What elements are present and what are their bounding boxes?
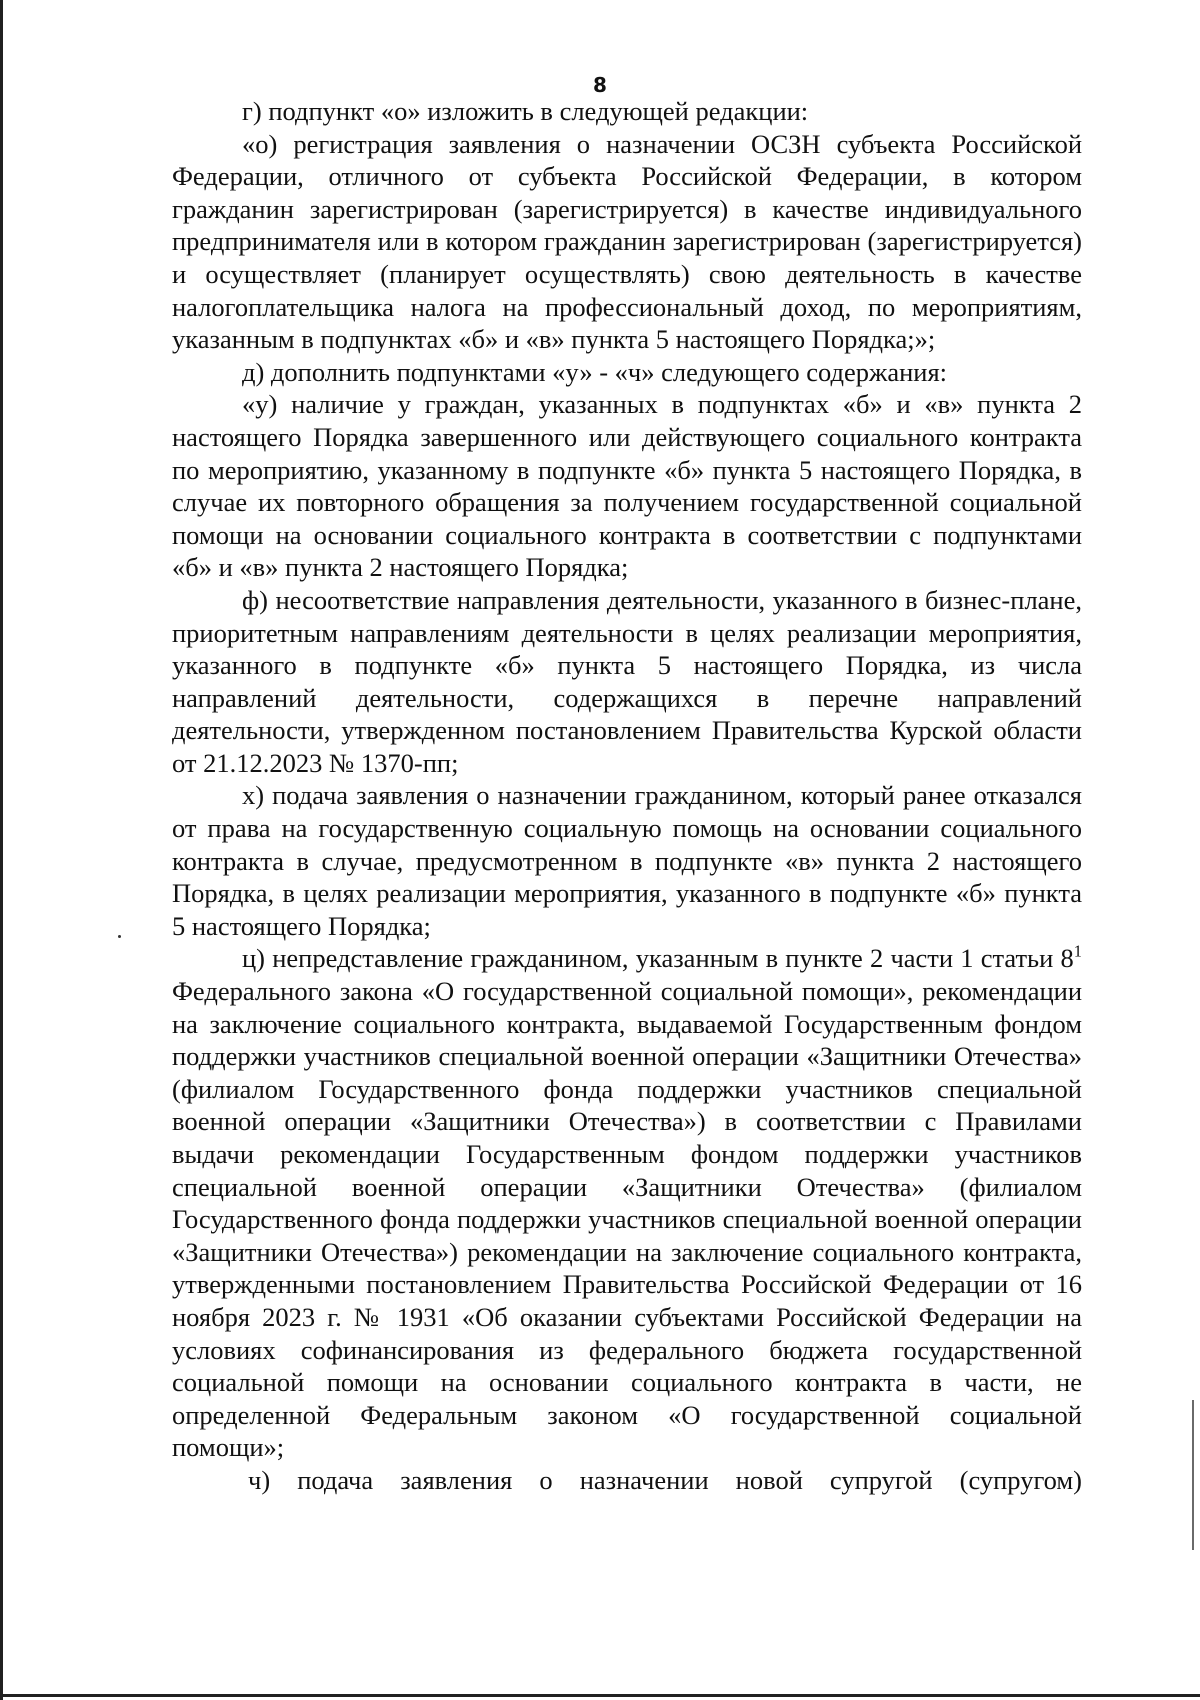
scan-edge-right [1192,1400,1194,1550]
paragraph-ch: ч) подача заявления о назначении новой супругой (супругом) [248,1464,1082,1495]
superscript-1: 1 [1073,941,1082,961]
paragraph-ts-rest: Федерального закона «О государственной социальной помощи», рекомендации на заключение социального контракта, выдаваемой Государственным фондом поддержки участников специальной военной операции «Защитники Отечества» (филиалом Государственного фонда поддержки участников специальной военной операции «Защитники Отечества») в соответствии с Правилами выдачи рекомендации Государственным фондом поддержки участников специальной военной операции «Защитники Отечества» (филиалом Государственного фонда поддержки участников специальной военной операции «Защитники Отечества») рекомендации на заключение социального контракта, утвержденными постановлением Правительства Российской Федерации от 16 ноября 2023 г. № 1931 «Об оказании субъектами Российской Федерации на условиях софинансирования из федерального бюджета государственной социальной помощи на основании социального контракта в части, не определенной Федеральным законом «О государственной социальной помощи»; [172,976,1082,1463]
paragraph-ts [172,942,1082,1464]
scan-edge-bottom [0,1694,1200,1697]
document-body [172,95,1082,1497]
paragraph-ts-start: ц) непредставление гражданином, указанным в пункте 2 части 1 статьи 8 [242,943,1074,974]
scan-speck [118,935,121,938]
paragraph-u: «у) наличие у граждан, указанных в подпунктах «б» и «в» пункта 2 настоящего Порядка завершенного или действующего социального контракта по мероприятию, указанному в подпункте «б» пункта 5 настоящего Порядка, в случае их повторного обращения за получением государственной социальной помощи на основании социального контракта в соответствии с подпунктами «б» и «в» пункта 2 настоящего Порядка; [172,389,1082,583]
paragraph-d: д) дополнить подпунктами «у» - «ч» следующего содержания: [242,356,948,387]
scan-edge-left [0,0,3,1700]
page-number: 8 [593,73,607,97]
paragraph-kh: х) подача заявления о назначении гражданином, который ранее отказался от права на государственную социальную помощь на основании социального контракта в случае, предусмотренном в подпункте «в» пункта 2 настоящего Порядка, в целях реализации мероприятия, указанного в подпункте «б» пункта 5 настоящего Порядка; [172,780,1082,941]
paragraph-g: г) подпункт «о» изложить в следующей редакции: [242,96,809,126]
paragraph-f: ф) несоответствие направления деятельности, указанного в бизнес-плане, приоритетным направлениям деятельности в целях реализации мероприятия, указанного в подпункте «б» пункта 5 настоящего Порядка, из числа направлений деятельности, содержащихся в перечне направлений деятельности, утвержденном постановлением Правительства Курской области от 21.12.2023 № 1370-пп; [172,584,1082,778]
paragraph-o: «о) регистрация заявления о назначении ОСЗН субъекта Российской Федерации, отличного от субъекта Российской Федерации, в котором гражданин зарегистрирован (зарегистрируется) в качестве индивидуального предпринимателя или в котором гражданин зарегистрирован (зарегистрируется) и осуществляет (планирует осуществлять) свою деятельность в качестве налогоплательщика налога на профессиональный доход, по мероприятиям, указанным в подпунктах «б» и «в» пункта 5 настоящего Порядка;»; [172,128,1082,355]
